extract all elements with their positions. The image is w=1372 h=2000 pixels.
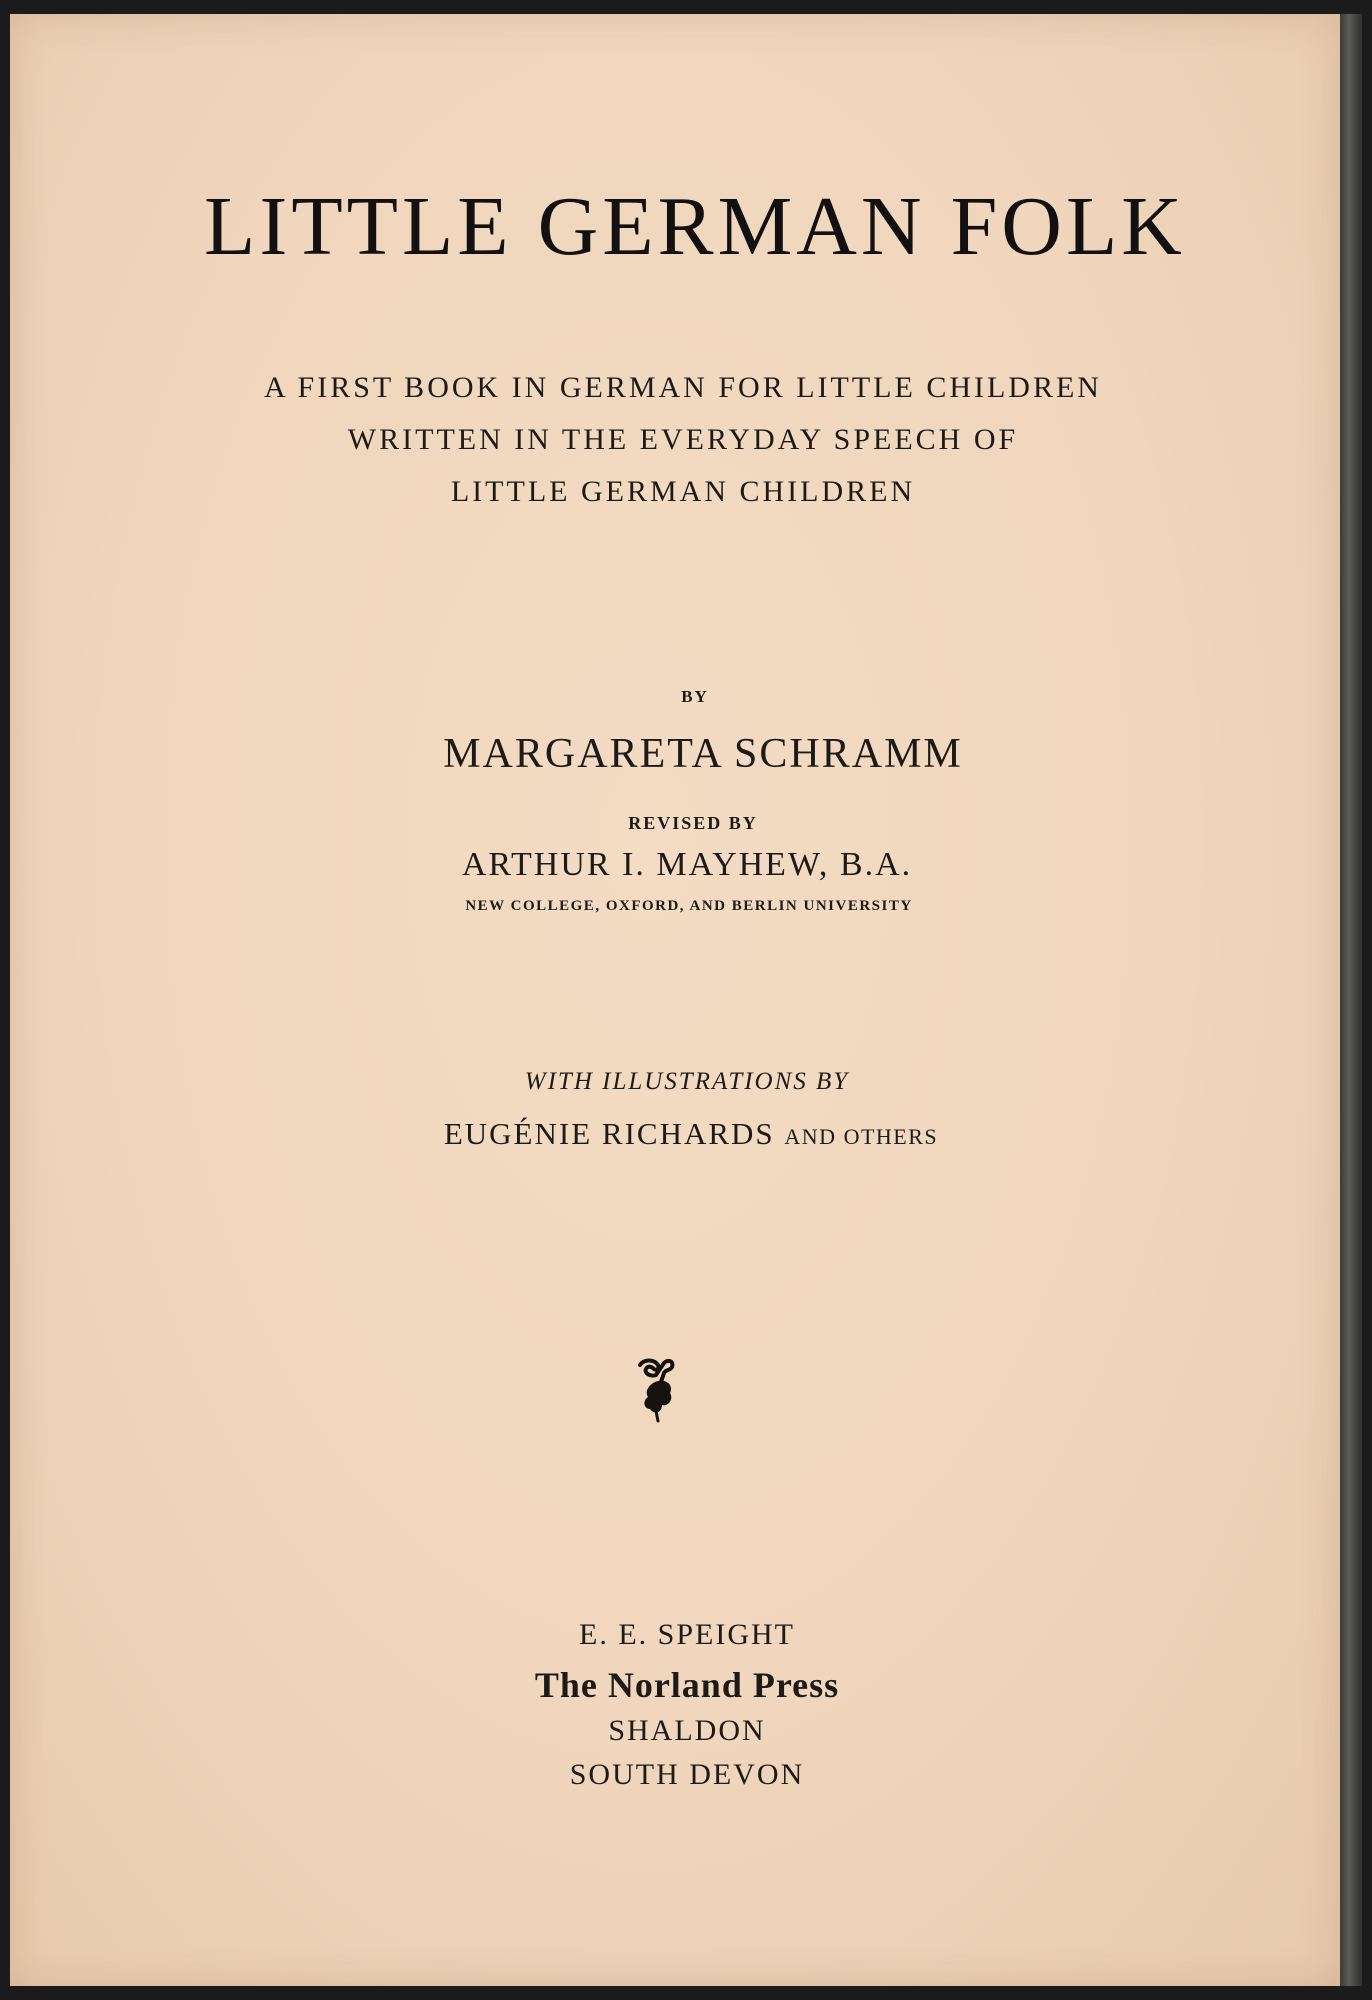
subtitle-line: A FIRST BOOK IN GERMAN FOR LITTLE CHILDREN bbox=[264, 371, 1102, 404]
printer-name: E. E. SPEIGHT bbox=[579, 1618, 795, 1651]
illustrator-credit bbox=[26, 1116, 1356, 1152]
subtitle-line: WRITTEN IN THE EVERYDAY SPEECH OF bbox=[347, 423, 1019, 456]
revised-by-label: REVISED BY bbox=[628, 813, 758, 833]
illustrator-name: EUGÉNIE RICHARDS bbox=[443, 1116, 775, 1151]
illustrations-label: WITH ILLUSTRATIONS BY bbox=[524, 1068, 850, 1095]
reviser-affiliation: NEW COLLEGE, OXFORD, AND BERLIN UNIVERSITY bbox=[465, 898, 913, 914]
book-title: LITTLE GERMAN FOLK bbox=[204, 180, 1186, 273]
subtitle-line: LITTLE GERMAN CHILDREN bbox=[450, 475, 916, 508]
publisher-county: SOUTH DEVON bbox=[569, 1758, 805, 1791]
printer-ornament-icon bbox=[634, 1355, 680, 1423]
reviser-name: ARTHUR I. MAYHEW, B.A. bbox=[461, 846, 913, 883]
author-name: MARGARETA SCHRAMM bbox=[443, 731, 963, 777]
book-subtitle bbox=[18, 362, 1348, 518]
press-name: The Norland Press bbox=[534, 1665, 840, 1705]
by-label: BY bbox=[681, 687, 709, 706]
publisher-town: SHALDON bbox=[608, 1714, 766, 1747]
and-others-text: AND OTHERS bbox=[784, 1124, 939, 1149]
